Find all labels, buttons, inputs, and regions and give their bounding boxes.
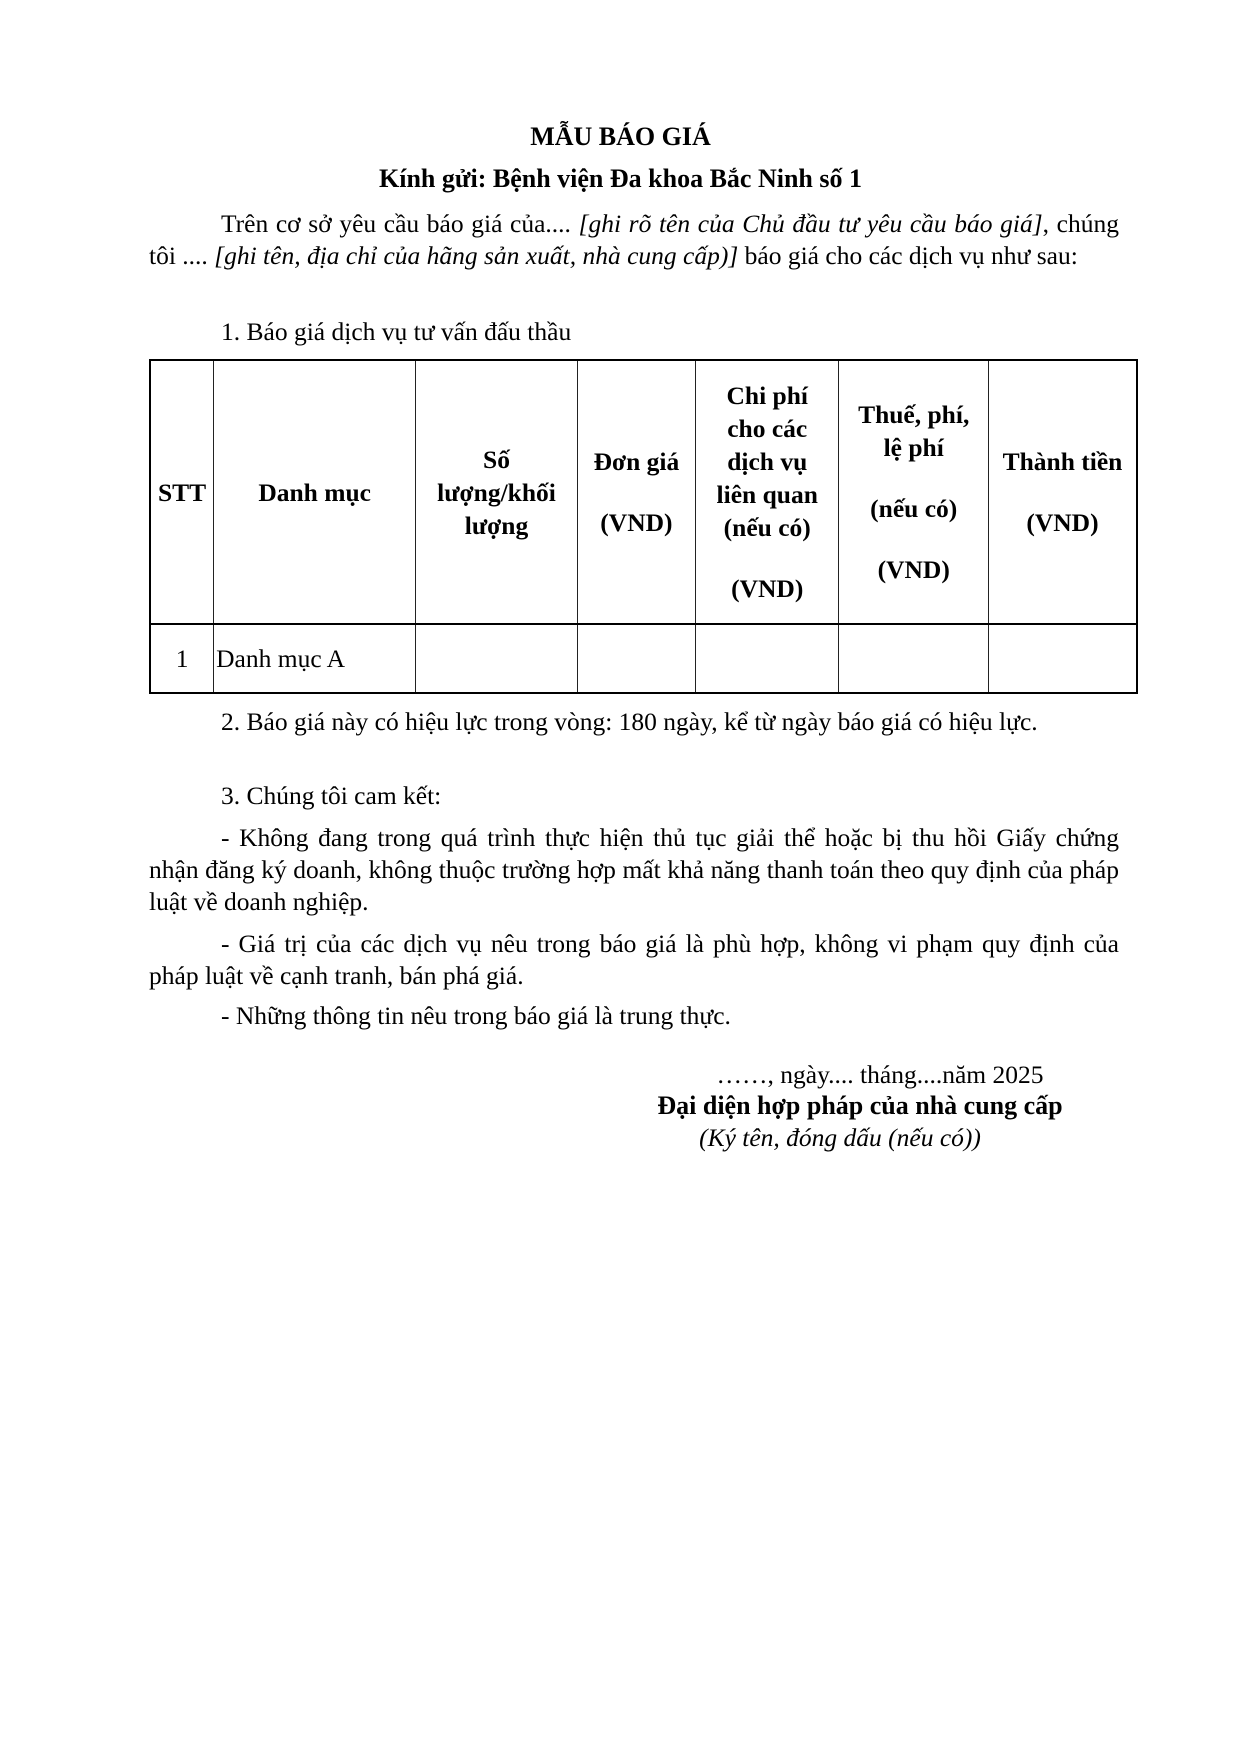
header-related-cost-line: liên quan	[716, 480, 818, 509]
header-tax-line: Thuế, phí,	[858, 400, 970, 429]
cell-total	[988, 624, 1137, 693]
section-1-heading: 1. Báo giá dịch vụ tư vấn đấu thầu	[221, 317, 572, 346]
cell-tax	[839, 624, 989, 693]
intro-paragraph	[149, 208, 1119, 272]
cell-related-cost	[696, 624, 839, 693]
signature-representative: Đại diện hợp pháp của nhà cung cấp	[657, 1091, 1063, 1120]
section-2-validity: 2. Báo giá này có hiệu lực trong vòng: 180 ngày, kể từ ngày báo giá có hiệu lực.	[221, 707, 1038, 736]
header-tax	[839, 360, 989, 624]
header-tax-line: (nếu có)	[870, 494, 958, 523]
signature-date: ……, ngày.... tháng....năm 2025	[716, 1060, 1044, 1089]
header-related-cost-line: cho các	[727, 414, 808, 443]
cell-stt: 1	[150, 624, 214, 693]
signature-note: (Ký tên, đóng dấu (nếu có))	[699, 1123, 981, 1152]
header-total	[988, 360, 1137, 624]
intro-placeholder-investor: [ghi rõ tên của Chủ đầu tư yêu cầu báo giá]	[578, 209, 1043, 238]
intro-text-2: , chúng tôi ....	[149, 209, 1119, 270]
commitment-item: - Giá trị của các dịch vụ nêu trong báo giá là phù hợp, không vi phạm quy định của pháp luật về cạnh tranh, bán phá giá.	[149, 929, 1119, 990]
header-related-cost-line: dịch vụ	[727, 447, 808, 476]
intro-text-1: Trên cơ sở yêu cầu báo giá của....	[221, 209, 579, 238]
header-tax-line: (VND)	[877, 555, 950, 584]
header-quantity-line: lượng/khối	[437, 477, 556, 507]
header-tax-line: lệ phí	[883, 433, 944, 462]
quote-table	[149, 359, 1138, 694]
header-quantity-line: Số	[483, 444, 510, 474]
cell-quantity	[416, 624, 578, 693]
header-related-cost-line: (VND)	[731, 574, 804, 603]
section-3-heading: 3. Chúng tôi cam kết:	[221, 781, 442, 810]
header-total-line: Thành tiền	[1002, 447, 1123, 476]
cell-name: Danh mục A	[214, 624, 416, 693]
header-related-cost-line: Chi phí	[726, 381, 808, 410]
header-unit-price-line: (VND)	[600, 508, 673, 537]
header-related-cost-line: (nếu có)	[723, 513, 811, 542]
header-stt: STT	[150, 360, 214, 624]
header-name: Danh mục	[214, 360, 416, 624]
header-quantity-line: lượng	[464, 510, 529, 540]
header-quantity	[416, 360, 578, 624]
intro-text-3: báo giá cho các dịch vụ như sau:	[738, 241, 1078, 270]
table-row	[150, 624, 1137, 693]
header-unit-price-line: Đơn giá	[593, 447, 680, 476]
header-unit-price	[577, 360, 695, 624]
commitment-item: - Không đang trong quá trình thực hiện thủ tục giải thể hoặc bị thu hồi Giấy chứng nhận đăng ký doanh, không thuộc trường hợp mất khả năng thanh toán theo quy định của pháp luật về doanh nghiệp.	[149, 823, 1119, 916]
cell-unit-price	[577, 624, 695, 693]
header-related-cost	[696, 360, 839, 624]
document-title: MẪU BÁO GIÁ	[530, 122, 711, 151]
commitment-item: - Những thông tin nêu trong báo giá là trung thực.	[221, 1001, 731, 1030]
table-header-row	[150, 360, 1137, 624]
intro-placeholder-supplier: [ghi tên, địa chỉ của hãng sản xuất, nhà cung cấp)]	[214, 241, 739, 270]
header-total-line: (VND)	[1026, 508, 1099, 537]
recipient-line: Kính gửi: Bệnh viện Đa khoa Bắc Ninh số 1	[379, 164, 862, 193]
